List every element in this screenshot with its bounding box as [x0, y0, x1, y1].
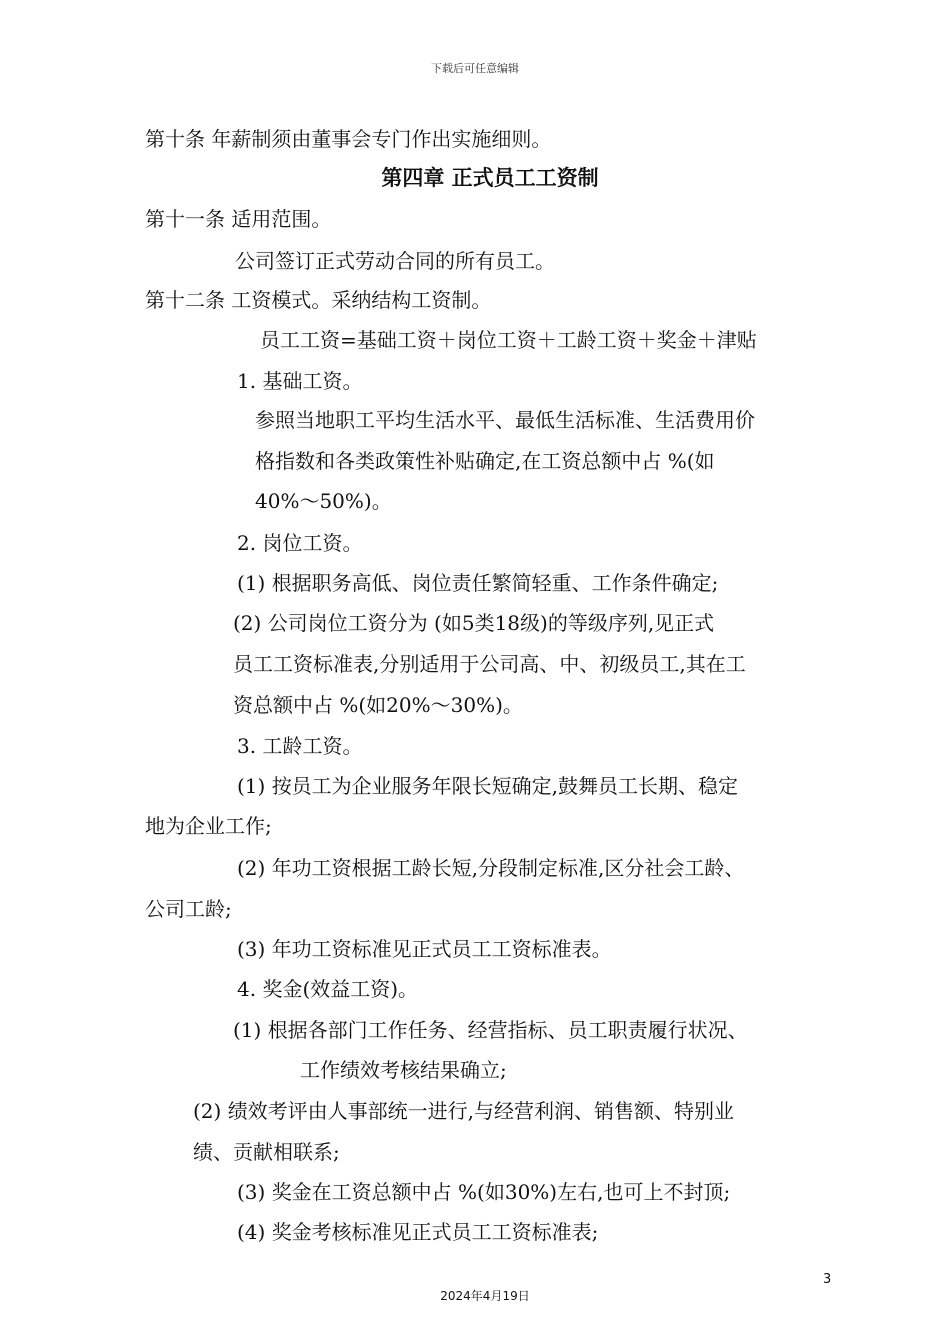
- page-number: 3: [823, 1272, 832, 1287]
- section-4-item-2: (2) 绩效考评由人事部统一进行,与经营利润、销售额、特别业: [193, 1099, 735, 1123]
- section-1-title: 1. 基础工资。: [237, 369, 363, 393]
- section-4-item-1: 工作绩效考核结果确立;: [300, 1058, 507, 1082]
- section-4-title: 4. 奖金(效益工资)。: [237, 977, 419, 1001]
- section-4-item-4: (4) 奖金考核标准见正式员工工资标准表;: [237, 1220, 599, 1244]
- section-2-title: 2. 岗位工资。: [237, 531, 363, 555]
- section-2-item-2: 员工工资标准表,分别适用于公司高、中、初级员工,其在工: [233, 652, 746, 676]
- section-3-title: 3. 工龄工资。: [237, 734, 363, 758]
- section-3-item-2: (2) 年功工资根据工龄长短,分段制定标准,区分社会工龄、: [237, 856, 745, 880]
- article-10: 第十条 年薪制须由董事会专门作出实施细则。: [145, 127, 552, 151]
- section-4-item-2: 绩、贡献相联系;: [193, 1140, 340, 1164]
- section-4-item-3: (3) 奖金在工资总额中占 %(如30%)左右,也可上不封顶;: [237, 1180, 731, 1204]
- footer-date: 2024年4月19日: [440, 1289, 530, 1303]
- section-3-item-1: 地为企业工作;: [145, 814, 272, 838]
- section-2-item-1: (1) 根据职务高低、岗位责任繁简轻重、工作条件确定;: [237, 571, 719, 595]
- section-4-item-1: (1) 根据各部门工作任务、经营指标、员工职责履行状况、: [233, 1018, 748, 1042]
- section-1-text: 40%～50%)。: [255, 489, 392, 513]
- section-3-item-3: (3) 年功工资标准见正式员工工资标准表。: [237, 937, 612, 961]
- chapter-heading: 第四章 正式员工工资制: [381, 165, 599, 190]
- section-3-item-2: 公司工龄;: [145, 897, 232, 921]
- section-1-text: 参照当地职工平均生活水平、最低生活标准、生活费用价: [255, 408, 755, 432]
- salary-formula: 员工工资=基础工资＋岗位工资＋工龄工资＋奖金＋津贴: [260, 328, 757, 352]
- section-1-text: 格指数和各类政策性补贴确定,在工资总额中占 %(如: [255, 449, 715, 473]
- header-note: 下载后可任意编辑: [431, 62, 519, 75]
- section-2-item-2: (2) 公司岗位工资分为 (如5类18级)的等级序列,见正式: [233, 611, 715, 635]
- section-3-item-1: (1) 按员工为企业服务年限长短确定,鼓舞员工长期、稳定: [237, 774, 739, 798]
- article-11-title: 第十一条 适用范围。: [145, 207, 332, 231]
- article-11-body: 公司签订正式劳动合同的所有员工。: [235, 249, 555, 273]
- article-12-title: 第十二条 工资模式。采纳结构工资制。: [145, 288, 492, 312]
- section-2-item-2: 资总额中占 %(如20%～30%)。: [233, 693, 523, 717]
